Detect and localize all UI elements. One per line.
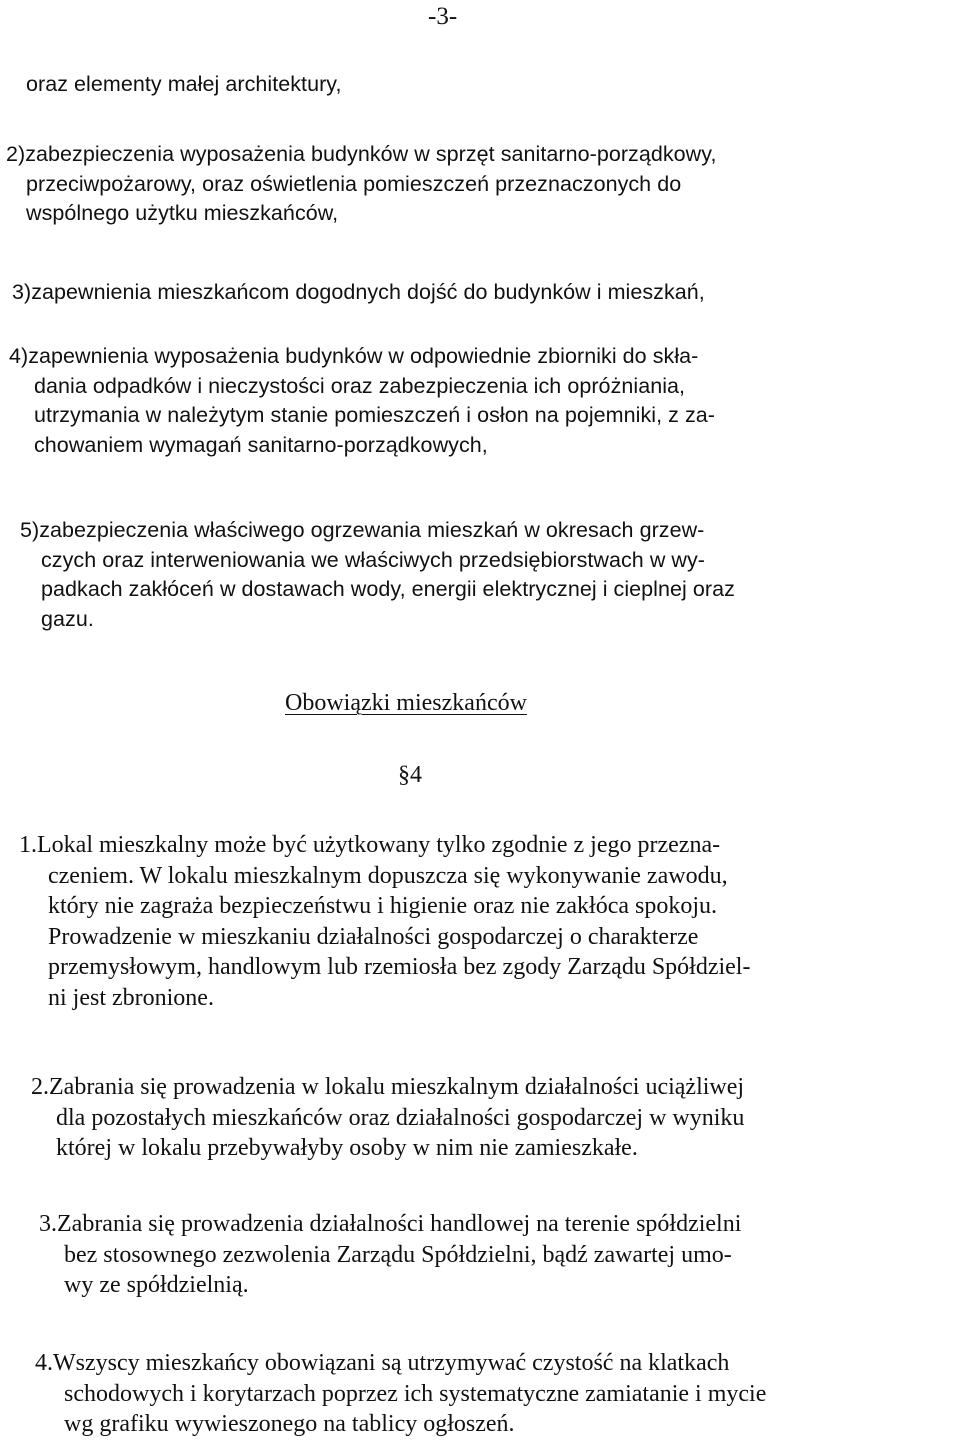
regulation-item-text: Wszyscy mieszkańcy obowiązani są utrzymywać czystość na klatkach [53,1350,730,1376]
paragraph-number: 4 [410,762,422,788]
list-item-text: zapewnienia wyposażenia budynków w odpowiednie zbiorniki do skła- [28,344,699,368]
list-item-text: czych oraz interweniowania we właściwych przedsiębiorstwach w wy- [41,547,706,572]
regulation-item-text: Zabrania się prowadzenia działalności handlowej na terenie spółdzielni [57,1211,742,1237]
list-item-text: dania odpadków i nieczystości oraz zabezpieczenia ich opróżniania, [34,373,686,398]
intro-line [26,70,342,100]
list-item-text: zapewnienia mieszkańcom dogodnych dojść do budynków i mieszkań, [31,280,705,304]
list-item-text: zabezpieczenia właściwego ogrzewania mieszkań w okresach grzew- [39,518,705,542]
list-item-3 [12,278,705,308]
regulation-item-text: ni jest zbronione. [48,984,214,1011]
intro-line-text: oraz elementy małej architektury, [26,72,342,96]
list-item-number: 5) [20,518,40,542]
list-item-text: gazu. [41,606,94,631]
regulation-item-text: Zabrania się prowadzenia w lokalu mieszkalnym działalności uciążliwej [49,1074,745,1100]
regulation-item-number: 2. [31,1074,49,1100]
regulation-item-text: wy ze spółdzielnią. [64,1272,249,1298]
list-item-4 [9,342,715,460]
paragraph-symbol: § [398,762,410,788]
regulation-item-text: schodowych i korytarzach poprzez ich systematyczne zamiatanie i mycie [64,1380,767,1407]
regulation-item-text: Lokal mieszkalny może być użytkowany tylko zgodnie z jego przezna- [37,832,721,858]
regulation-item-text: wg grafiku wywieszonego na tablicy ogłoszeń. [64,1411,515,1437]
list-item-2 [6,140,717,229]
list-item-number: 2) [6,142,26,166]
list-item-number: 4) [9,344,29,368]
paragraph-sign [398,760,422,790]
regulation-item-text: której w lokalu przebywałyby osoby w nim nie zamieszkałe. [56,1135,638,1161]
section-heading: Obowiązki mieszkańców [285,690,527,716]
regulation-item-text: bez stosownego zezwolenia Zarządu Spółdzielni, bądź zawartej umo- [64,1241,732,1268]
list-item-text: zabezpieczenia wyposażenia budynków w sprzęt sanitarno-porządkowy, [25,142,717,166]
regulation-item-text: który nie zagraża bezpieczeństwu i higienie oraz nie zakłóca spokoju. [48,893,718,919]
list-item-text: chowaniem wymagań sanitarno-porządkowych, [34,432,488,457]
list-item-5 [20,516,735,634]
regulation-item-3 [39,1209,741,1301]
list-item-text: utrzymania w należytym stanie pomieszczeń i osłon na pojemniki, z za- [34,403,715,427]
regulation-item-text: dla pozostałych mieszkańców oraz działalności gospodarczej w wyniku [56,1104,745,1131]
page-number: -3- [428,3,458,30]
list-item-text: przeciwpożarowy, oraz oświetlenia pomieszczeń przeznaczonych do [26,171,682,196]
list-item-text: padkach zakłóceń w dostawach wody, energii elektrycznej i cieplnej oraz [41,577,735,601]
regulation-item-number: 4. [35,1350,53,1376]
regulation-item-text: czeniem. W lokalu mieszkalnym dopuszcza się wykonywanie zawodu, [48,862,728,889]
regulation-item-number: 3. [39,1211,57,1237]
list-item-text: wspólnego użytku mieszkańców, [26,201,339,225]
regulation-item-number: 1. [19,832,37,858]
regulation-item-2 [31,1072,744,1164]
regulation-item-1 [19,830,750,1013]
list-item-number: 3) [12,280,32,304]
regulation-item-text: Prowadzenie w mieszkaniu działalności gospodarczej o charakterze [48,923,699,950]
regulation-item-text: przemysłowym, handlowym lub rzemiosła bez zgody Zarządu Spółdziel- [48,954,751,980]
regulation-item-4 [35,1348,766,1440]
